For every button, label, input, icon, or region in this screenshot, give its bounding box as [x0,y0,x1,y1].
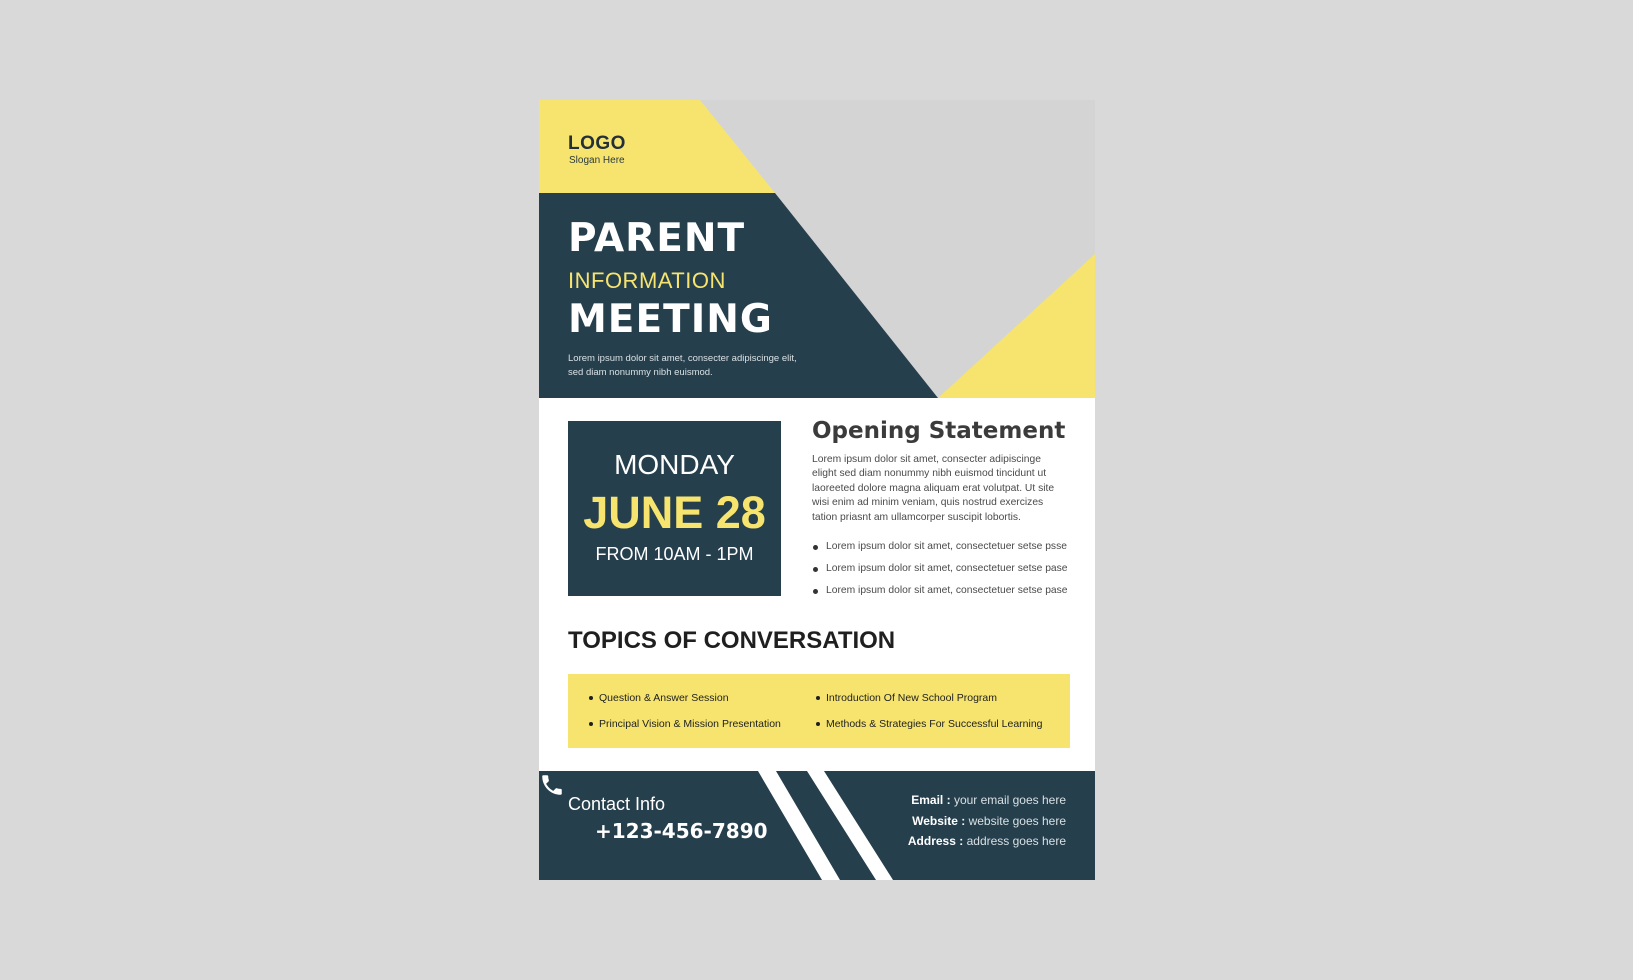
address-row [908,831,1066,852]
bullet-dot-icon [816,722,820,726]
topic-text: Question & Answer Session [599,692,729,704]
hero-description: Lorem ipsum dolor sit amet, consecter adipiscinge elit, sed diam nonummy nibh euismod. [568,353,797,378]
bullet-dot-icon [589,722,593,726]
topic-item [816,692,997,704]
phone-number: +123-456-7890 [595,819,768,843]
website-value: website goes here [968,813,1066,828]
bullet-item [812,562,1072,576]
date-date: JUNE 28 [583,487,766,538]
logo: LOGO [568,133,626,154]
bullet-dot-icon [813,545,818,550]
bullet-dot-icon [813,589,818,594]
topic-item [589,692,729,704]
bullet-text: Lorem ipsum dolor sit amet, consectetuer setse psse [826,541,1067,552]
hero-section [539,100,1095,398]
contact-details [908,790,1066,852]
flyer [539,100,1095,880]
date-time: FROM 10AM - 1PM [595,544,754,564]
bullet-dot-icon [589,696,593,700]
email-value: your email goes here [953,793,1066,807]
contact-info-label: Contact Info [568,794,666,814]
email-label: Email : [911,793,951,807]
title-meeting: MEETING [568,297,773,342]
bullet-item [812,540,1072,554]
topic-item [816,718,1043,730]
bullet-text: Lorem ipsum dolor sit amet, consectetuer setse pase [826,585,1068,597]
topic-text: Introduction Of New School Program [826,692,997,704]
topic-item [589,718,781,730]
email-row [908,790,1066,811]
website-label: Website : [912,813,966,828]
bullet-text: Lorem ipsum dolor sit amet, consectetuer setse pase [826,563,1068,575]
address-label: Address : [907,834,964,848]
bullet-item [812,584,1072,598]
topics-box [568,674,1070,748]
topics-title: TOPICS OF CONVERSATION [568,627,896,654]
opening-statement-body: Lorem ipsum dolor sit amet, consecter adipiscinge elight sed diam nonummy nibh euismod tincidunt ut laoreeted dolore magna aliquam erat volutpat. Ut site wisi enim ad minim veniam, quis nostrud exercizes tation priasnt am ullamcorper suscipit lobortis. [812,454,1055,523]
date-day: MONDAY [614,449,735,480]
phone-icon [539,771,565,799]
date-box [568,421,781,596]
opening-bullets [812,540,1072,607]
bullet-dot-icon [816,696,820,700]
title-parent: PARENT [568,216,746,261]
slogan: Slogan Here [569,155,625,166]
title-information: INFORMATION [568,268,726,293]
website-row [908,811,1066,832]
footer-contact [539,771,1095,880]
topic-text: Principal Vision & Mission Presentation [599,718,781,730]
bullet-dot-icon [813,567,818,572]
topic-text: Methods & Strategies For Successful Learning [826,718,1043,730]
opening-statement-title: Opening Statement [812,418,1066,444]
address-value: address goes here [966,834,1066,848]
